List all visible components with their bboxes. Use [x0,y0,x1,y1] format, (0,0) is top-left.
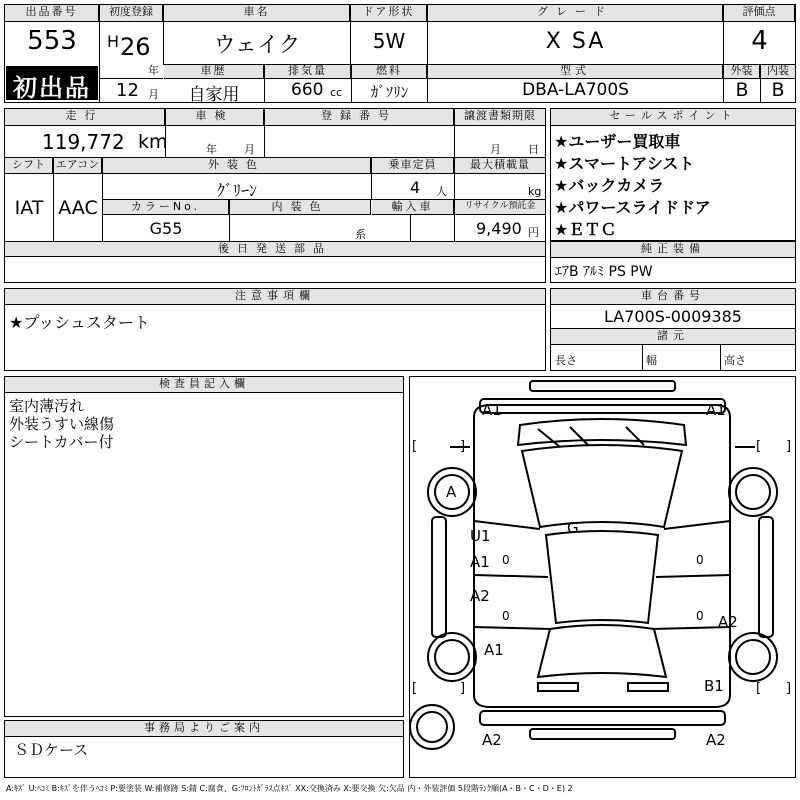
damage-mark: A1 [484,641,504,659]
displacement-unit: cc [330,86,343,99]
mileage-value: 119,772 [42,130,125,154]
zero-mark: 0 [502,609,510,623]
grade-header: グレード [428,5,723,22]
zero-mark: 0 [696,609,704,623]
history-header: 車歴 [164,65,264,79]
inspector-line: シートカバー付 [9,433,114,451]
damage-mark: B1 [704,677,724,695]
damage-mark: A2 [482,731,502,749]
inspector-line: 室内薄汚れ [9,397,85,415]
sales-point: ★バックカメラ [554,176,665,195]
exterior-grade: B [735,79,749,101]
door-value: 5W [372,29,406,53]
recycle-header: リサイクル預託金 [455,200,545,215]
reg-header: 初度登録 [100,5,163,22]
notes-header: 注意事項欄 [5,289,545,305]
reg-year-unit: 年 [148,64,159,77]
lot-number: 553 [27,26,77,56]
bracket-close: ] [786,439,792,454]
score-header: 評価点 [724,5,795,22]
color-header: 外装色 [103,158,371,174]
inspection-header: 車検 [166,109,264,126]
interior-header: 内装 [761,65,795,79]
transfer-header: 譲渡書類期限 [455,109,545,126]
bracket-open: [ [756,439,762,454]
sales-point: ★パワースライドドア [554,198,711,217]
fuel-value: ｶﾞｿﾘﾝ [370,83,409,101]
bracket-open: [ [412,681,418,696]
ac-value: AAC [58,197,98,219]
int-color-header: 内装色 [230,200,371,215]
grade-value: X SA [545,29,606,54]
damage-mark: G [567,519,579,537]
inspector-line: 外装うすい線傷 [9,415,115,433]
damage-diagram [409,376,796,778]
reg-month-unit: 月 [148,88,159,101]
transfer-day-unit: 日 [528,143,539,156]
zero-mark: 0 [502,553,510,567]
shift-value: IAT [14,197,44,219]
dimensions-header: 諸元 [551,329,795,345]
damage-mark: U1 [470,527,491,545]
damage-mark: A1 [482,401,502,419]
int-color-unit: 系 [355,228,366,241]
chassis-header: 車台番号 [551,289,795,305]
transfer-month-unit: 月 [490,143,501,156]
chassis-value: LA700S-0009385 [604,307,742,326]
length-label: 長さ [555,354,577,367]
model-header: 型式 [428,65,723,79]
name-header: 車名 [164,5,350,22]
inspector-header: 検査員記入欄 [5,377,403,393]
displacement-value: 660 [291,80,324,100]
fuel-header: 燃料 [352,65,427,79]
legend-text: A:ｷｽﾞ U:ﾍｺﾐ B:ｷｽﾞを伴うﾍｺﾐ P:要塗装 W:補修跡 S:錆 C:腐食、G:ﾌﾛﾝﾄｶﾞﾗｽ点ｷｽﾞ XX:交換済み X:要交換 欠:欠品 内・外装評価 5段階ﾗﾝｸ順(A・B・C・D・E) 2 [6,784,573,793]
sales-point: ★ユーザー買取車 [554,132,681,151]
lot-header: 出品番号 [5,5,99,22]
capacity-header: 乗車定員 [372,158,454,174]
shift-header: シフト [5,158,53,174]
bracket-open: [ [756,681,762,696]
reg-era: H [107,32,120,51]
first-listing-label: 初出品 [13,74,91,102]
capacity-value: 4 [410,178,421,197]
import-header: 輸入車 [372,200,454,215]
damage-mark: A2 [706,731,726,749]
equipment-value: ｴｱB ｱﾙﾐ PS PW [555,264,653,280]
inspection-year-unit: 年 [206,143,217,156]
load-unit: kg [528,185,542,198]
car-name: ウェイク [213,33,301,58]
zero-mark: 0 [696,553,704,567]
height-label: 高さ [724,354,746,367]
damage-mark: A2 [470,587,490,605]
sales-point: ★スマートアシスト [554,154,695,173]
reg-year: 26 [120,33,151,61]
mileage-header: 走行 [5,109,165,126]
door-header: ドア形状 [351,5,427,22]
bracket-open: [ [412,439,418,454]
capacity-unit: 人 [436,185,447,198]
recycle-value: 9,490 [476,219,522,238]
bracket-close: ] [460,439,466,454]
damage-mark: A1 [470,553,490,571]
history-value: 自家用 [188,85,240,105]
office-header: 事務局よりご案内 [5,721,403,737]
model-value: DBA-LA700S [522,80,629,100]
first-listing-badge [6,66,98,100]
displacement-header: 排気量 [265,65,351,79]
recycle-unit: 円 [528,226,539,239]
equipment-header: 純正装備 [551,242,795,258]
reg-month: 12 [116,80,139,101]
interior-grade: B [771,79,785,101]
sales-header: セールスポイント [551,109,795,126]
exterior-header: 外装 [724,65,760,79]
ac-header: エアコン [54,158,102,174]
office-value: ＳＤケース [14,741,89,759]
car-diagram-svg [410,377,795,777]
color-value: ｸﾞﾘｰﾝ [216,181,257,200]
width-label: 幅 [646,354,657,367]
load-header: 最大積載量 [455,158,545,174]
notes-value: ★プッシュスタート [9,313,150,332]
score-value: 4 [751,26,768,56]
bracket-close: ] [786,681,792,696]
later-parts-header: 後日発送部品 [5,242,545,257]
color-no-value: G55 [149,219,183,238]
mileage-unit: km [138,131,168,153]
damage-mark: A [446,483,457,501]
sales-point: ★ＥＴＣ [554,220,617,239]
damage-mark: A1 [706,401,726,419]
inspection-month-unit: 月 [244,143,255,156]
bracket-close: ] [460,681,466,696]
damage-mark: A2 [718,613,738,631]
color-no-header: カラーNo. [103,200,229,215]
plate-header: 登録番号 [265,109,454,126]
